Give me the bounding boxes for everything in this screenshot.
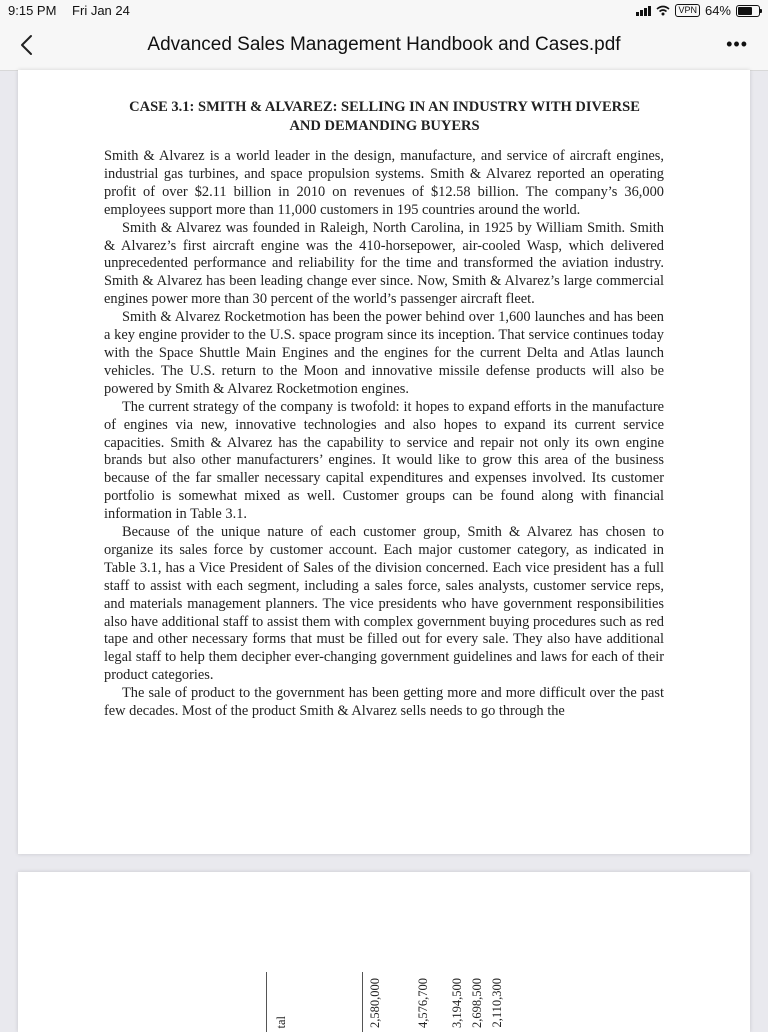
paragraph: The sale of product to the government has been getting more and more difficult over the past few decades. Most of the product Smith & Alvarez sells needs to go through the [104,685,664,720]
table-value: 4,576,700 [416,978,430,1028]
more-options-button[interactable]: ••• [726,34,748,54]
table-value: 2,110,300 [490,978,504,1028]
paragraph: Smith & Alvarez Rocketmotion has been the power behind over 1,600 launches and has been a key engine provider to the U.S. space program since its inception. That service continues today with the Space Shuttle Main Engines and the engines for the current Delta and Atlas launch vehicles. The U.S. return to the Moon and innovative missile defense products will also be powered by Smith & Alvarez Rocketmotion engines. [104,309,664,397]
battery-icon [736,5,760,17]
table-header-fragment: tal [274,1015,288,1028]
pdf-page-next[interactable] [18,872,750,1032]
battery-percent: 64% [704,3,731,18]
table-value: 3,194,500 [450,978,464,1028]
document-title: Advanced Sales Management Handbook and Cases.pdf [147,34,621,55]
case-title-line-1: CASE 3.1: SMITH & ALVAREZ: SELLING IN AN INDUSTRY WITH DIVERSE [129,99,640,115]
status-left [8,3,142,18]
table-rule [266,972,267,1032]
paragraph: The current strategy of the company is twofold: it hopes to expand efforts in the manufacture of engines via new, innovative technologies and also hopes to expand its current service capacities. Smith & Alvarez has the capability to service and repair not only its own engine brands but also other manufacturers’ engines. It would like to grow this area of the business because of the far smaller necessary capital expenditures and expenses involved. Its customer portfolio is somewhat mixed as well. Customer groups can be found along with financial information in Table 3.1. [104,398,664,523]
table-value: 2,580,000 [368,978,382,1028]
table-rule [362,972,363,1032]
status-time: 9:15 PM [8,3,57,18]
body-text [104,148,664,721]
wifi-icon [656,5,670,16]
vpn-badge: VPN [675,4,700,17]
status-bar [0,0,768,22]
navigation-bar [0,22,768,71]
case-title-line-2: AND DEMANDING BUYERS [289,118,480,134]
paragraph: Smith & Alvarez is a world leader in the design, manufacture, and service of aircraft engines, industrial gas turbines, and space propulsion systems. Smith & Alvarez reported an operating profit of over $2.11 billion in 2010 on revenues of $12.58 billion. The company’s 36,000 employees support more than 11,000 customers in 195 countries around the world. [104,148,664,218]
status-date: Fri Jan 24 [72,3,130,18]
case-title [88,98,681,136]
table-value: 2,698,500 [470,978,484,1028]
battery-fill [738,7,752,15]
pdf-page[interactable] [18,70,750,854]
paragraph: Smith & Alvarez was founded in Raleigh, North Carolina, in 1925 by William Smith. Smith & Alvarez’s first aircraft engine was the 410-horsepower, air-cooled Wasp, which delivered unprecedented performance and reliability for the time and transformed the aviation industry. Smith & Alvarez has been leading change ever since. Now, Smith & Alvarez’s large commercial engines power more than 30 percent of the world’s passenger aircraft fleet. [104,219,664,308]
cellular-signal-icon [636,5,651,16]
paragraph: Because of the unique nature of each customer group, Smith & Alvarez has chosen to organize its sales force by customer account. Each major customer category, as indicated in Table 3.1, has a Vice President of Sales of the division concerned. Each vice president has a full staff to assist with each segment, including a sales force, sales analysts, customer service reps, and materials management planners. The vice presidents who have government responsibilities also have additional staff to assist them with complex government buying procedures such as red tape and other necessary forms that must be filled out for every sale. They also have additional legal staff to help them decipher ever-changing government guidelines and laws for each of their product categories. [104,524,664,684]
status-right [636,3,760,18]
